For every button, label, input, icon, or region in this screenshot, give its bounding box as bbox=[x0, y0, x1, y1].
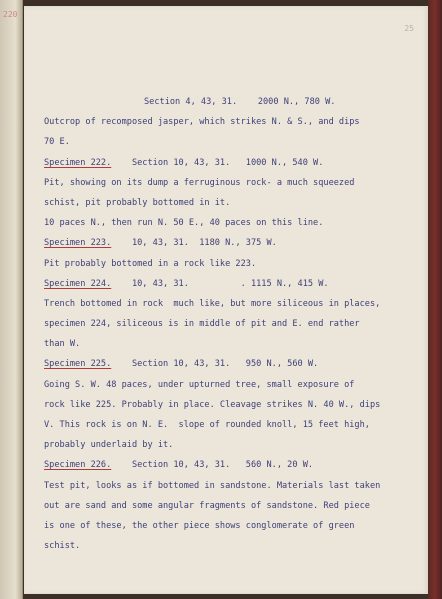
facing-page-number: 220 bbox=[3, 10, 18, 19]
text-line bbox=[44, 536, 416, 556]
specimen-label: Specimen 226. bbox=[44, 460, 112, 471]
specimen-label: Specimen 225. bbox=[44, 359, 112, 370]
text-line bbox=[44, 153, 416, 173]
line-text: than W. bbox=[44, 339, 81, 350]
text-line bbox=[44, 173, 416, 193]
text-line bbox=[44, 354, 416, 374]
line-text: 10, 43, 31. . 1115 N., 415 W. bbox=[111, 278, 329, 289]
specimen-label: Specimen 223. bbox=[44, 238, 112, 249]
text-line bbox=[44, 455, 416, 475]
line-text: out are sand and some angular fragments of sandstone. Red piece bbox=[44, 500, 370, 511]
line-text: schist. bbox=[44, 541, 81, 552]
line-text: schist, pit probably bottomed in it. bbox=[44, 197, 231, 208]
text-line bbox=[44, 213, 416, 233]
text-line bbox=[44, 132, 416, 152]
line-text: Going S. W. 48 paces, under upturned tree, small exposure of bbox=[44, 379, 355, 390]
line-text: Outcrop of recomposed jasper, which strikes N. & S., and dips bbox=[44, 117, 360, 128]
line-text: 10, 43, 31. 1180 N., 375 W. bbox=[111, 238, 277, 249]
line-text: 10 paces N., then run N. 50 E., 40 paces on this line. bbox=[44, 218, 324, 229]
page-number: 25 bbox=[404, 24, 414, 33]
text-line bbox=[44, 516, 416, 536]
text-line bbox=[44, 375, 416, 395]
facing-page-edge bbox=[0, 0, 23, 599]
text-line bbox=[44, 254, 416, 274]
text-line bbox=[44, 274, 416, 294]
text-line bbox=[44, 476, 416, 496]
text-line bbox=[44, 193, 416, 213]
text-line bbox=[44, 314, 416, 334]
text-line bbox=[44, 233, 416, 253]
text-line bbox=[44, 395, 416, 415]
line-text: specimen 224, siliceous is in middle of pit and E. end rather bbox=[44, 319, 360, 330]
line-text: Section 4, 43, 31. 2000 N., 780 W. bbox=[144, 97, 336, 107]
page-text bbox=[44, 92, 416, 556]
line-text: is one of these, the other piece shows conglomerate of green bbox=[44, 520, 355, 531]
line-text: Trench bottomed in rock much like, but more siliceous in places, bbox=[44, 298, 381, 309]
line-text: rock like 225. Probably in place. Cleavage strikes N. 40 W., dips bbox=[44, 399, 381, 410]
line-text: 70 E. bbox=[44, 137, 70, 148]
text-line bbox=[44, 112, 416, 132]
text-line bbox=[44, 496, 416, 516]
text-line bbox=[44, 92, 416, 112]
line-text: Section 10, 43, 31. 950 N., 560 W. bbox=[111, 359, 319, 370]
line-text: Section 10, 43, 31. 560 N., 20 W. bbox=[111, 460, 314, 471]
book-cover-edge bbox=[428, 0, 442, 599]
text-line bbox=[44, 415, 416, 435]
text-line bbox=[44, 334, 416, 354]
notebook-page bbox=[24, 6, 428, 594]
line-text: V. This rock is on N. E. slope of rounded knoll, 15 feet high, bbox=[44, 420, 370, 430]
line-text: Test pit, looks as if bottomed in sandstone. Materials last taken bbox=[44, 480, 381, 491]
line-text: probably underlaid by it. bbox=[44, 440, 174, 451]
line-text: Pit probably bottomed in a rock like 223. bbox=[44, 258, 257, 269]
line-text: Pit, showing on its dump a ferruginous rock- a much squeezed bbox=[44, 177, 355, 188]
text-line bbox=[44, 435, 416, 455]
text-line bbox=[44, 294, 416, 314]
line-text: Section 10, 43, 31. 1000 N., 540 W. bbox=[111, 157, 324, 168]
specimen-label: Specimen 222. bbox=[44, 157, 112, 168]
specimen-label: Specimen 224. bbox=[44, 278, 112, 289]
